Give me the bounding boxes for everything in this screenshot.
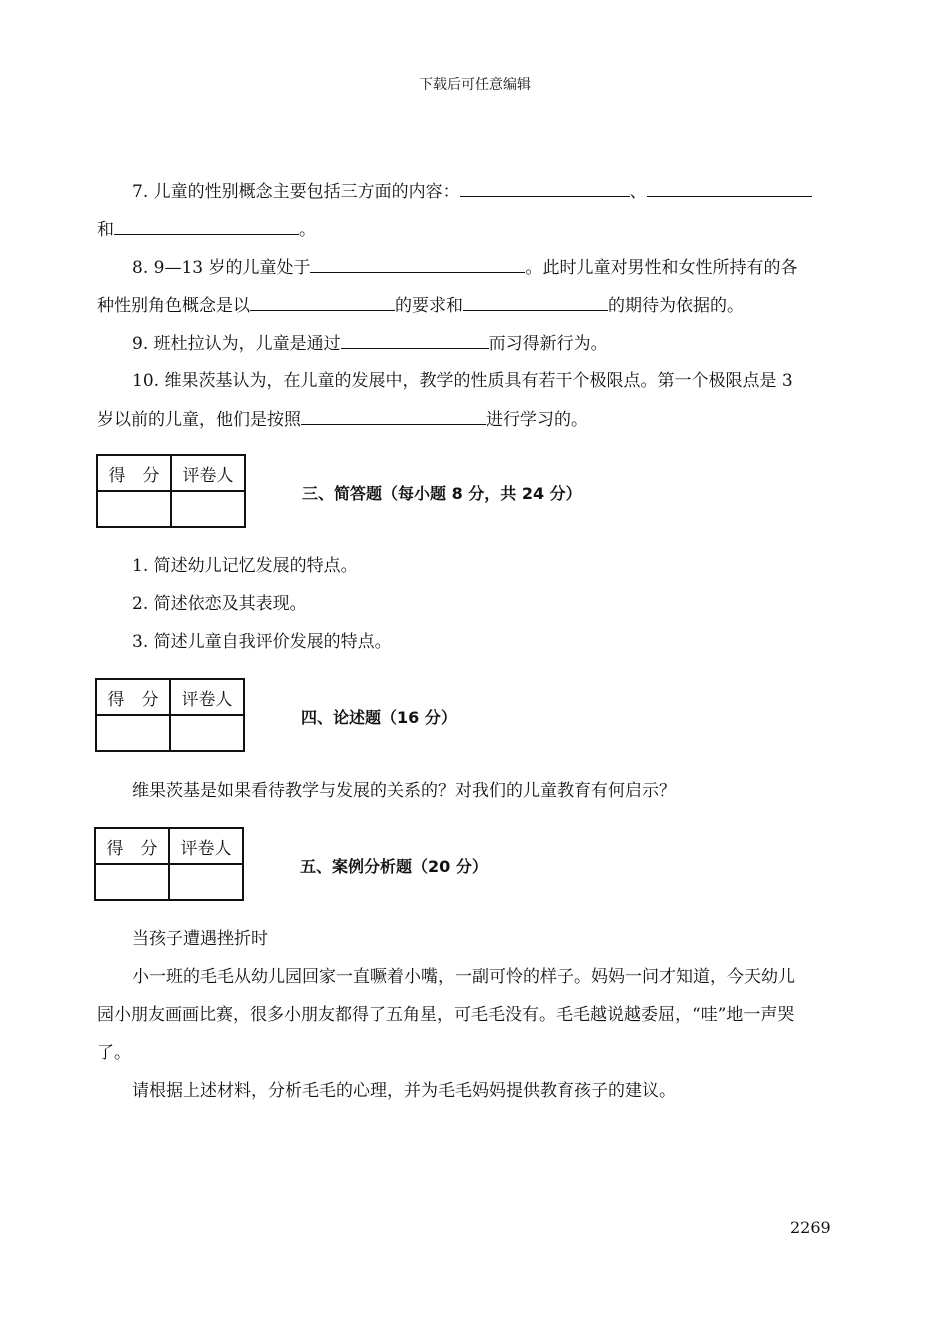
score-box	[95, 678, 245, 752]
period: 。	[299, 220, 316, 240]
separator: 、	[629, 182, 647, 202]
page-number: 2269	[790, 1218, 831, 1237]
blank	[341, 332, 489, 349]
question-8-text: 8. 9—13 岁的儿童处于	[132, 258, 311, 278]
score-label: 得 分	[97, 455, 171, 491]
question-7-text: 7. 儿童的性别概念主要包括三方面的内容：	[132, 182, 460, 202]
question-8-text-b: 。此时儿童对男性和女性所持有的各	[525, 258, 798, 278]
blank	[310, 256, 525, 273]
grader-label: 评卷人	[169, 828, 243, 864]
question-8-text-e: 的期待为依据的。	[608, 296, 744, 316]
question-10-text: 10. 维果茨基认为，在儿童的发展中，教学的性质具有若干个极限点。第一个极限点是 3	[132, 371, 793, 391]
blank	[647, 180, 812, 197]
section-4-question: 维果茨基是如果看待教学与发展的关系的？对我们的儿童教育有何启示？	[132, 781, 676, 801]
question-10-text-c: 进行学习的。	[486, 410, 588, 430]
question-10	[132, 370, 793, 392]
section-3-item: 2. 简述依恋及其表现。	[132, 594, 307, 614]
case-paragraph: 园小朋友画画比赛，很多小朋友都得了五角星，可毛毛没有。毛毛越说越委屈，“哇”地一声哭	[97, 1005, 795, 1025]
section-3-item: 1. 简述幼儿记忆发展的特点。	[132, 556, 358, 576]
and-text: 和	[97, 220, 114, 240]
score-cell	[96, 715, 170, 751]
score-label: 得 分	[95, 828, 169, 864]
blank	[114, 218, 299, 235]
score-cell	[97, 491, 171, 527]
case-question: 请根据上述材料，分析毛毛的心理，并为毛毛妈妈提供教育孩子的建议。	[132, 1081, 676, 1101]
question-9-text: 9. 班杜拉认为，儿童是通过	[132, 334, 341, 354]
score-cell	[95, 864, 169, 900]
grader-cell	[171, 491, 245, 527]
blank	[250, 294, 395, 311]
section-5-title: 五、案例分析题（20 分）	[300, 857, 488, 876]
question-7	[132, 180, 812, 203]
question-10-cont	[97, 408, 588, 431]
score-label: 得 分	[96, 679, 170, 715]
question-10-text-b: 岁以前的儿童，他们是按照	[97, 410, 301, 430]
section-3-title: 三、简答题（每小题 8 分，共 24 分）	[302, 484, 582, 503]
grader-label: 评卷人	[171, 455, 245, 491]
question-9-text-b: 而习得新行为。	[488, 334, 608, 354]
section-3-item: 3. 简述儿童自我评价发展的特点。	[132, 632, 392, 652]
question-8-cont	[97, 294, 744, 317]
blank	[463, 294, 608, 311]
question-9	[132, 332, 608, 355]
question-8-text-d: 的要求和	[395, 296, 463, 316]
question-7-cont	[97, 218, 316, 241]
score-box	[94, 827, 244, 901]
grader-cell	[170, 715, 244, 751]
case-paragraph: 了。	[97, 1043, 131, 1063]
grader-cell	[169, 864, 243, 900]
case-title: 当孩子遭遇挫折时	[132, 929, 268, 949]
page-header: 下载后可任意编辑	[419, 77, 531, 93]
question-8-text-c: 种性别角色概念是以	[97, 296, 250, 316]
case-paragraph: 小一班的毛毛从幼儿园回家一直噘着小嘴，一副可怜的样子。妈妈一问才知道，今天幼儿	[132, 967, 795, 987]
blank	[301, 408, 486, 425]
grader-label: 评卷人	[170, 679, 244, 715]
section-4-title: 四、论述题（16 分）	[301, 708, 457, 727]
score-box	[96, 454, 246, 528]
blank	[460, 180, 630, 197]
question-8	[132, 256, 797, 279]
